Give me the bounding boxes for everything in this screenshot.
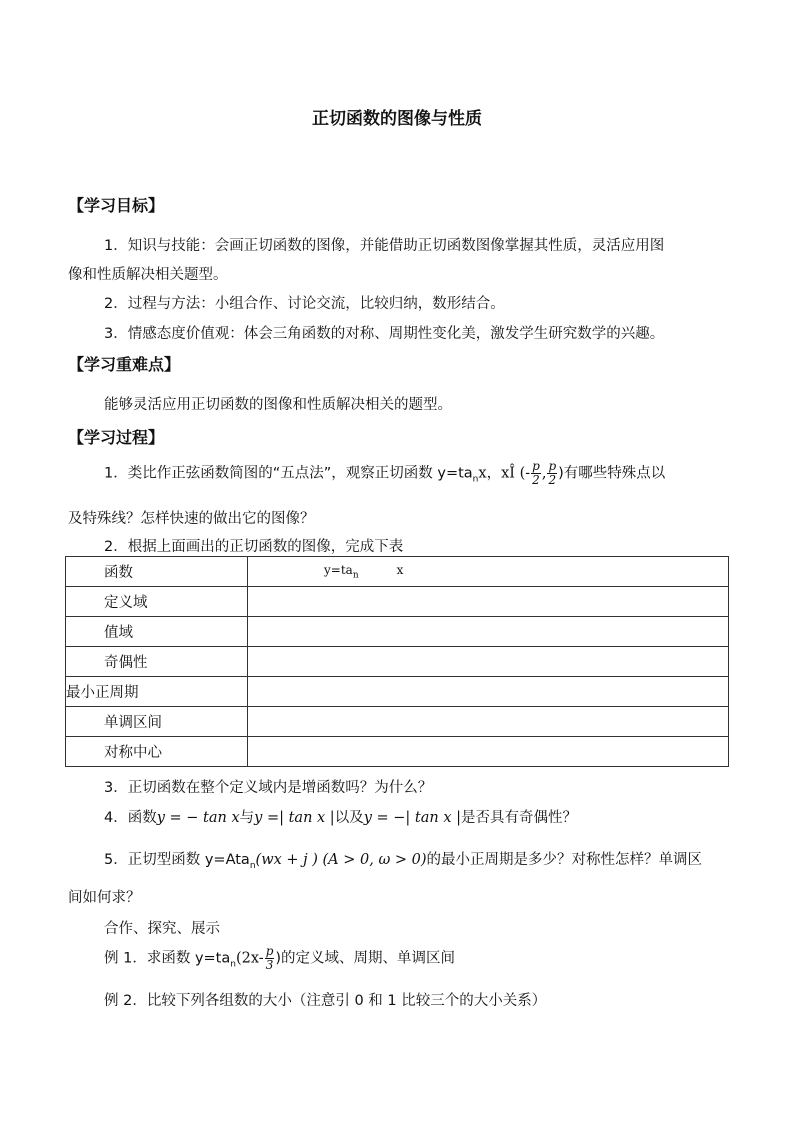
table-row: [66, 617, 729, 647]
collab-heading: 合作、探究、展示: [104, 921, 220, 937]
question-1-text-c: (-: [514, 465, 531, 482]
formula-abs-tan: y =| tan x |: [254, 810, 335, 826]
goal-item-2: 2．过程与方法：小组合作、讨论交流，比较归纳，数形结合。: [104, 296, 505, 312]
table-row-label: 定义域: [104, 595, 148, 611]
example-1-fraction: $\frac{p}{3}$: [265, 944, 274, 972]
question-4: 4．函数y = − tan x与y =| tan x |以及y = −| tan x |是否具有奇偶性？: [104, 810, 577, 826]
formula-neg-abs-tan: y = −| tan x |: [363, 810, 461, 826]
key-points-text: 能够灵活应用正切函数的图像和性质解决相关的题型。: [104, 397, 452, 413]
section-heading-goals: 【学习目标】: [68, 196, 165, 215]
table-cell-empty[interactable]: [248, 677, 729, 707]
question-3: 3．正切函数在整个定义域内是增函数吗？为什么？: [104, 780, 433, 796]
question-1-fraction-1: $\frac{p}{2}$: [532, 459, 540, 487]
question-5-line-2: 间如何求？: [68, 890, 141, 906]
table-row: [66, 647, 729, 677]
example-2: 例 2．比较下列各组数的大小（注意引 0 和 1 比较三个的大小关系）: [104, 993, 547, 1009]
formula-neg-tan: y = − tan x: [156, 810, 240, 826]
example-1: 例 1．求函数 $y=ta_n(2x-$ $\frac{p}{3}$ )的定义域、周期、单调区间: [104, 944, 456, 972]
table-row: [66, 737, 729, 767]
question-1-text-d: )有哪些特殊点以: [558, 465, 666, 482]
table-row-label: 最小正周期: [66, 685, 139, 701]
table-cell-empty[interactable]: [248, 617, 729, 647]
formula-omega-phi: (wx + j ) (A > 0, ω > 0): [255, 852, 427, 868]
table-row-label: 对称中心: [104, 745, 162, 761]
table-row: [66, 677, 729, 707]
goal-item-1-line-1: 1．知识与技能：会画正切函数的图像，并能借助正切函数图像掌握其性质，灵活应用图: [104, 238, 665, 254]
table-row-label: 单调区间: [104, 715, 162, 731]
question-1-fraction-2: $\frac{p}{2}$: [548, 459, 557, 487]
section-heading-process: 【学习过程】: [68, 428, 165, 447]
goal-item-3: 3．情感态度价值观：体会三角函数的对称、周期性变化美，激发学生研究数学的兴趣。: [104, 326, 665, 342]
table-row-label: 函数: [104, 565, 133, 581]
question-1-line-1: 1．类比作正弦函数简图的“五点法”，观察正切函数 $y=ta_nx$，xÎ (- $\frac{p}{2}$ , $\frac{p}{2}$ )有哪些特殊点以: [104, 459, 666, 487]
question-1-line-2: 及特殊线？怎样快速的做出它的图像？: [68, 511, 315, 527]
question-1-sub: n: [472, 474, 479, 485]
table-row: [66, 707, 729, 737]
goal-item-1-line-2: 像和性质解决相关题型。: [68, 267, 228, 283]
table-row: [66, 587, 729, 617]
table-cell-empty[interactable]: [248, 737, 729, 767]
question-1-symbol: Î: [509, 465, 515, 482]
section-heading-key-points: 【学习重难点】: [68, 355, 181, 374]
question-2: 2．根据上面画出的正切函数的图像，完成下表: [104, 539, 404, 555]
table-cell-empty[interactable]: [248, 647, 729, 677]
question-1-text-b: x，x: [478, 465, 510, 482]
question-1-text-a: 1．类比作正弦函数简图的“五点法”，观察正切函数 y=ta: [104, 465, 473, 482]
properties-table: [65, 556, 729, 767]
table-cell-empty[interactable]: [248, 587, 729, 617]
page-title: 正切函数的图像与性质: [312, 109, 482, 129]
table-row: [66, 557, 729, 587]
table-cell-empty[interactable]: [248, 707, 729, 737]
question-5-line-1: 5．正切型函数 y=Ata$_n$(wx + j ) (A > 0, ω > 0)的最小正周期是多少？对称性怎样？单调区: [104, 852, 703, 871]
table-row-label: 奇偶性: [104, 655, 148, 671]
table-cell-function: $y=ta_n$ x: [324, 563, 404, 581]
table-row-label: 值域: [104, 625, 133, 641]
